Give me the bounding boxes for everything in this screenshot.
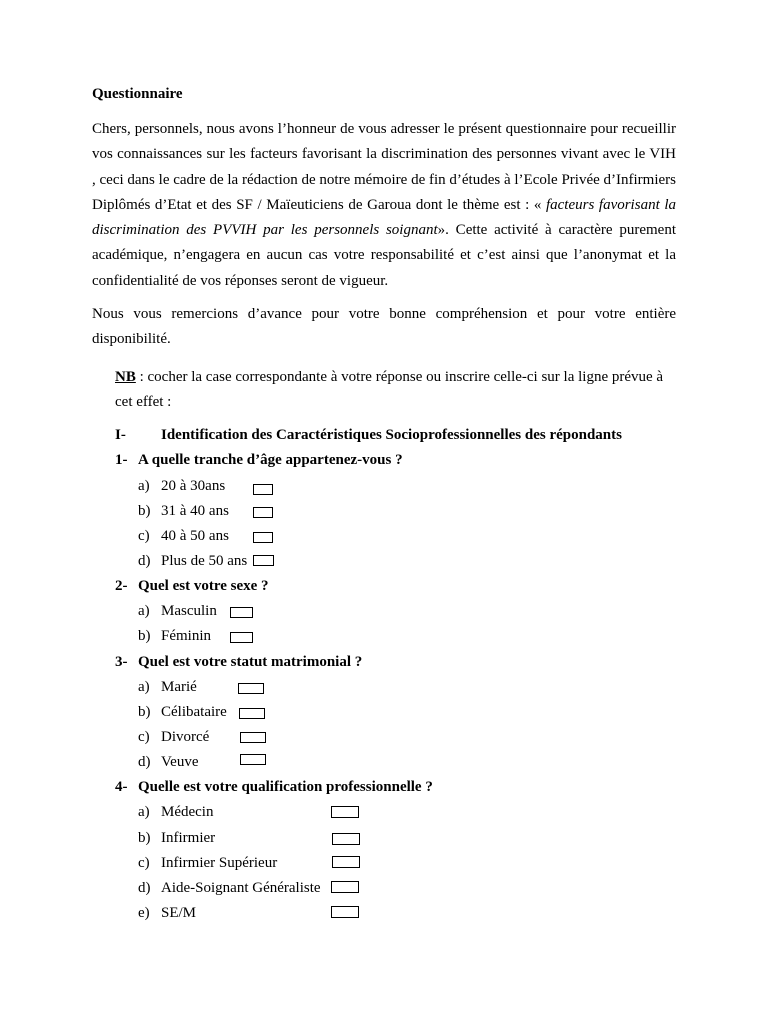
option-letter: c) [138,855,150,871]
question-number: 3- [115,654,128,670]
option-label: 40 à 50 ans [161,528,229,544]
option-letter: a) [138,679,150,695]
question-text: Quelle est votre qualification professionnelle ? [138,779,433,795]
checkbox-sex-female[interactable] [230,632,253,643]
intro-text-a: Chers, personnels, nous avons l’honneur de vous adresser le présent questionnaire pour recueillir vos connaissances sur les facteurs favorisant la discrimination des personnes vivant avec le VIH , ceci dans le cadre de la rédaction de notre mémoire de fin d’études à l’Ecole Privée d’Infirmiers Diplômés d’Etat et des SF / Maïeuticiens de Garoua dont le thème est : « [92,121,676,213]
question-number: 4- [115,779,128,795]
option-letter: b) [138,503,151,519]
intro-theme: facteurs favorisant la discrimination des PVVIH par les personnels soignant [92,196,677,239]
checkbox-status-divorced[interactable] [240,732,266,743]
checkbox-age-20-30[interactable] [253,484,273,495]
option-letter: b) [138,628,151,644]
option-letter: d) [138,754,151,770]
option-label: Masculin [161,603,217,619]
document-title: Questionnaire [92,86,183,102]
question-text: Quel est votre statut matrimonial ? [138,654,363,670]
option-label: Infirmier Supérieur [161,855,278,871]
nb-text: : cocher la case correspondante à votre réponse ou inscrire celle-ci sur la ligne prévue à cet effet : [115,369,664,410]
option-label: Aide-Soignant Généraliste [161,880,321,896]
option-label: Féminin [161,628,212,644]
nb-label: NB [115,369,136,385]
option-letter: d) [138,553,151,569]
checkbox-age-50-plus[interactable] [253,555,274,566]
question-number: 1- [115,452,128,468]
option-label: Médecin [161,804,214,820]
checkbox-age-40-50[interactable] [253,532,273,543]
option-letter: c) [138,729,150,745]
option-letter: a) [138,603,150,619]
option-label: Marié [161,679,197,695]
option-letter: e) [138,905,150,921]
option-label: Infirmier [161,830,216,846]
option-label: Divorcé [161,729,210,745]
option-label: SE/M [161,905,197,921]
checkbox-status-widow[interactable] [240,754,266,765]
option-label: Célibataire [161,704,227,720]
checkbox-status-married[interactable] [238,683,264,694]
intro-paragraph [92,117,676,294]
checkbox-qual-sem[interactable] [331,906,359,918]
questionnaire-page [92,0,676,1024]
question-number: 2- [115,578,128,594]
option-letter: b) [138,704,151,720]
option-label: Veuve [161,754,199,770]
thanks-paragraph: Nous vous remercions d’avance pour votre bonne compréhension et pour votre entière disponibilité. [92,306,676,348]
question-text: A quelle tranche d’âge appartenez-vous ? [138,452,403,468]
option-letter: c) [138,528,150,544]
intro-text-b: ». Cette activité à caractère purement académique, n’engagera en aucun cas votre responsabilité et c’est ainsi que l’anonymat et la confidentialité de vos réponses seront de vigueur. [92,222,676,289]
checkbox-qual-nurse[interactable] [332,833,360,845]
checkbox-qual-senior-nurse[interactable] [332,856,360,868]
nb-note [115,365,676,415]
checkbox-qual-aide[interactable] [331,881,359,893]
option-letter: a) [138,478,150,494]
checkbox-status-single[interactable] [239,708,265,719]
checkbox-sex-male[interactable] [230,607,253,618]
checkbox-age-31-40[interactable] [253,507,273,518]
section-title: Identification des Caractéristiques Socioprofessionnelles des répondants [161,427,622,443]
option-letter: d) [138,880,151,896]
option-label: 31 à 40 ans [161,503,229,519]
checkbox-qual-doctor[interactable] [331,806,359,818]
option-label: 20 à 30ans [161,478,226,494]
option-letter: b) [138,830,151,846]
section-number: I- [115,427,126,443]
option-letter: a) [138,804,150,820]
option-label: Plus de 50 ans [161,553,248,569]
question-text: Quel est votre sexe ? [138,578,269,594]
